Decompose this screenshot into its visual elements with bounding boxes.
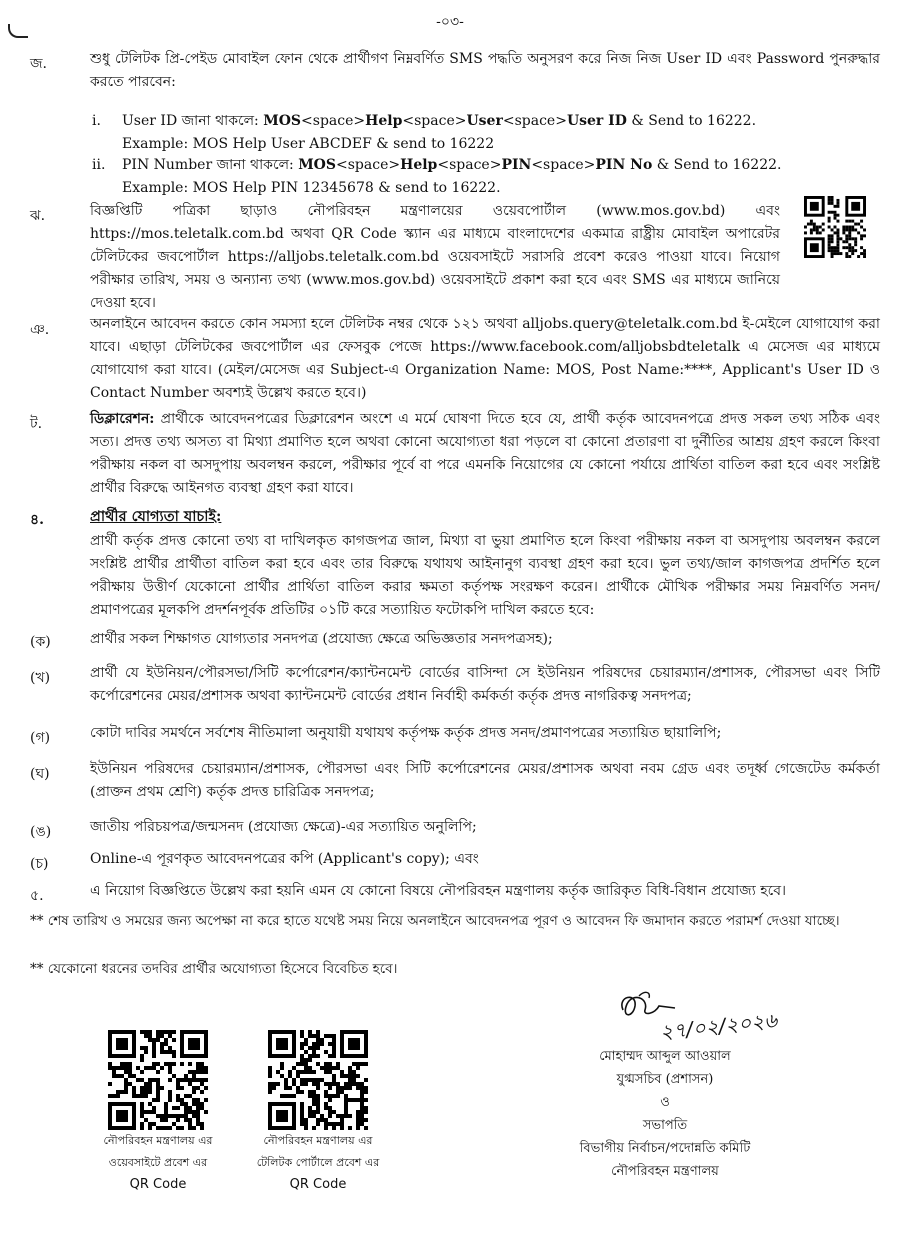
list-item: জাতীয় পরিচয়পত্র/জন্মসনদ (প্রযোজ্য ক্ষেত্রে)-এর সত্যায়িত অনুলিপি; [90,819,477,835]
item-text-website: বিজ্ঞপ্তিটি পত্রিকা ছাড়াও নৌপরিবহন মন্ত্রণালয়ের ওয়েবপোর্টাল (www.mos.gov.bd) এবং https://mos.teletalk.com.bd অথবা QR Code স্ক্যান এর মাধ্যমে বাংলাদেশের একমাত্র রাষ্ট্রীয় মোবাইল অপারেটর টেলিটকের জবপোর্টাল https://alljobs.teletalk.com.bd ওয়েবসাইটে সরাসরি প্রবেশ করেও পাওয়া যাবে। নিয়োগ পরীক্ষার তারিখ, সময় ও অন্যান্য তথ্য (www.mos.gov.bd) ওয়েবসাইটে প্রকাশ করা হবে এবং SMS এর মাধ্যমে জানিয়ে দেওয়া হবে। [90,203,780,311]
list-label: (ঘ) [30,766,50,782]
section-heading: প্রার্থীর যোগ্যতা যাচাই: [90,508,222,525]
note: ** শেষ তারিখ ও সময়ের জন্য অপেক্ষা না করে হাতে যথেষ্ট সময় নিয়ে অনলাইনে আবেদনপত্র পূরণ ও আবেদন ফি জমাদান করতে পরামর্শ দেওয়া যাচ্ছে। [30,913,840,929]
signatory-name: মোহাম্মদ আব্দুল আওয়াল [599,1049,731,1064]
item-label: ঞ. [30,322,50,338]
item-label: ঝ. [30,208,46,224]
signatory-role: সভাপতি [642,1118,688,1133]
item-text-contact: অনলাইনে আবেদন করতে কোন সমস্যা হলে টেলিটক নম্বর থেকে ১২১ অথবা alljobs.query@teletalk.com.bd ই-মেইলে যোগাযোগ করা যাবে। এছাড়া টেলিটকের জবপোর্টাল এর ফেসবুক পেজে https://www.facebook.com/alljobsbdteletalk এ মেসেজ এর মাধ্যমে যোগাযোগ করা যাবে। (মেইল/মেসেজ এর Subject-এ Organization Name: MOS, Post Name:****, Applicant's User ID ও Contact Number অবশ্যই উল্লেখ করতে হবে।) [90,316,880,401]
signatory-committee: বিভাগীয় নির্বাচন/পদোন্নতি কমিটি [579,1141,751,1156]
sms-example: Example: MOS Help User ABCDEF & send to 16222 [122,136,495,152]
signatory-and: ও [660,1095,670,1110]
signatory-ministry: নৌপরিবহন মন্ত্রণালয় [611,1164,719,1179]
qr-code-icon [268,1030,368,1130]
sms-line: PIN Number জানা থাকলে: MOS<space>Help<space>PIN<space>PIN No & Send to 16222. [122,157,782,173]
item-text-sms: শুধু টেলিটক প্রি-পেইড মোবাইল ফোন থেকে প্রার্থীগণ নিম্নবর্ণিত SMS পদ্ধতি অনুসরণ করে নিজ নিজ User ID এবং Password পুনরুদ্ধার করতে পারবেন: [90,51,880,90]
sms-example: Example: MOS Help PIN 12345678 & send to 16222. [122,180,501,196]
list-label: (গ) [30,730,51,746]
section-text: প্রার্থী কর্তৃক প্রদত্ত কোনো তথ্য বা দাখিলকৃত কাগজপত্র জাল, মিথ্যা বা ভুয়া প্রমাণিত হলে কিংবা পরীক্ষায় নকল বা অসদুপায় অবলম্বন করলে সংশ্লিষ্ট প্রার্থীর প্রার্থীতা বাতিল করা হবে এবং তার বিরুদ্ধে যথাযথ আইনানুগ ব্যবস্থা গ্রহণ করা হবে। ভুল তথ্য/জাল কাগজপত্র প্রদর্শিত হলে পরীক্ষায় উত্তীর্ণ যেকোনো প্রার্থীর প্রার্থিতা বাতিল করার ক্ষমতা কর্তৃপক্ষ সংরক্ষণ করেন। প্রার্থীকে মৌখিক পরীক্ষার সময় নিম্নবর্ণিত সনদ/প্রমাণপত্রের মূলকপি প্রদর্শনপূর্বক প্রতিটির ০১টি করে সত্যায়িত ফটোকপি দাখিল করতে হবে: [90,533,880,618]
list-item: কোটা দাবির সমর্থনে সর্বশেষ নীতিমালা অনুযায়ী যথাযথ কর্তৃপক্ষ কর্তৃক প্রদত্ত সনদ/প্রমাণপত্রের সত্যায়িত ছায়ালিপি; [90,725,722,741]
qr-caption: নৌপরিবহন মন্ত্রণালয় এর টেলিটক পোর্টালে প্রবেশ এর QR Code [256,1134,380,1192]
signature-block [560,1045,770,1183]
signatory-title: যুগ্মসচিব (প্রশাসন) [616,1072,714,1087]
list-item: প্রার্থীর সকল শিক্ষাগত যোগ্যতার সনদপত্র (প্রযোজ্য ক্ষেত্রে অভিজ্ঞতার সনদপত্রসহ); [90,631,553,647]
list-label: (ক) [30,634,51,650]
list-label: (ঙ) [30,824,52,840]
note: ** যেকোনো ধরনের তদবির প্রার্থীর অযোগ্যতা হিসেবে বিবেচিত হবে। [30,961,398,977]
page-number: -০৩- [436,14,464,30]
signature-date: ২৭/০২/২০২৬ [658,1007,779,1045]
qr-code-icon [804,196,866,258]
list-item: ইউনিয়ন পরিষদের চেয়ারম্যান/প্রশাসক, পৌরসভা এবং সিটি কর্পোরেশনের মেয়র/প্রশাসক অথবা নবম গ্রেড এবং তদূর্ধ্ব গেজেটেড কর্মকর্তা (প্রাক্তন প্রথম শ্রেণি) কর্তৃক প্রদত্ত চারিত্রিক সনদপত্র; [90,761,880,800]
sms-num: i. [92,113,101,129]
qr-code-icon [108,1030,208,1130]
list-item: প্রার্থী যে ইউনিয়ন/পৌরসভা/সিটি কর্পোরেশন/ক্যান্টনমেন্ট বোর্ডের বাসিন্দা সে ইউনিয়ন পরিষদের চেয়ারম্যান/প্রশাসক, পৌরসভা এবং সিটি কর্পোরেশনের মেয়র/প্রশাসক অথবা ক্যান্টনমেন্ট বোর্ডের প্রধান নির্বাহী কর্মকর্তা কর্তৃক প্রদত্ত নাগরিকত্ব সনদপত্র; [90,665,880,704]
section-text: এ নিয়োগ বিজ্ঞপ্তিতে উল্লেখ করা হয়নি এমন যে কোনো বিষয়ে নৌপরিবহন মন্ত্রণালয় কর্তৃক জারিকৃত বিধি-বিধান প্রযোজ্য হবে। [90,883,786,899]
section-number: ৫. [30,888,44,904]
corner-mark [8,24,28,38]
sms-line: User ID জানা থাকলে: MOS<space>Help<space>User<space>User ID & Send to 16222. [122,113,757,129]
section-number: ৪. [30,512,44,528]
list-label: (খ) [30,670,51,686]
sms-num: ii. [92,157,106,173]
list-label: (চ) [30,856,49,872]
item-label: ট. [30,416,43,432]
list-item: Online-এ পূরণকৃত আবেদনপত্রের কপি (Applicant's copy); এবং [90,851,479,867]
item-text-declaration: ডিক্লারেশন: প্রার্থীকে আবেদনপত্রের ডিক্লারেশন অংশে এ মর্মে ঘোষণা দিতে হবে যে, প্রার্থী কর্তৃক আবেদনপত্রে প্রদত্ত সকল তথ্য সঠিক এবং সত্য। প্রদত্ত তথ্য অসত্য বা মিথ্যা প্রমাণিত হলে অথবা কোনো অযোগ্যতা ধরা পড়লে বা কোনো প্রতারণা বা দুর্নীতির আশ্রয় গ্রহণ করলে কিংবা পরীক্ষায় নকল বা অসদুপায় অবলম্বন করলে, পরীক্ষার পূর্বে বা পরে এমনকি নিয়োগের যে কোনো পর্যায়ে প্রার্থিতা বাতিল করা হবে এবং সংশ্লিষ্ট প্রার্থীর বিরুদ্ধে আইনগত ব্যবস্থা গ্রহণ করা যাবে। [90,411,880,496]
qr-caption: নৌপরিবহন মন্ত্রণালয় এর ওয়েবসাইটে প্রবেশ এর QR Code [103,1134,213,1192]
item-label: জ. [30,56,47,72]
